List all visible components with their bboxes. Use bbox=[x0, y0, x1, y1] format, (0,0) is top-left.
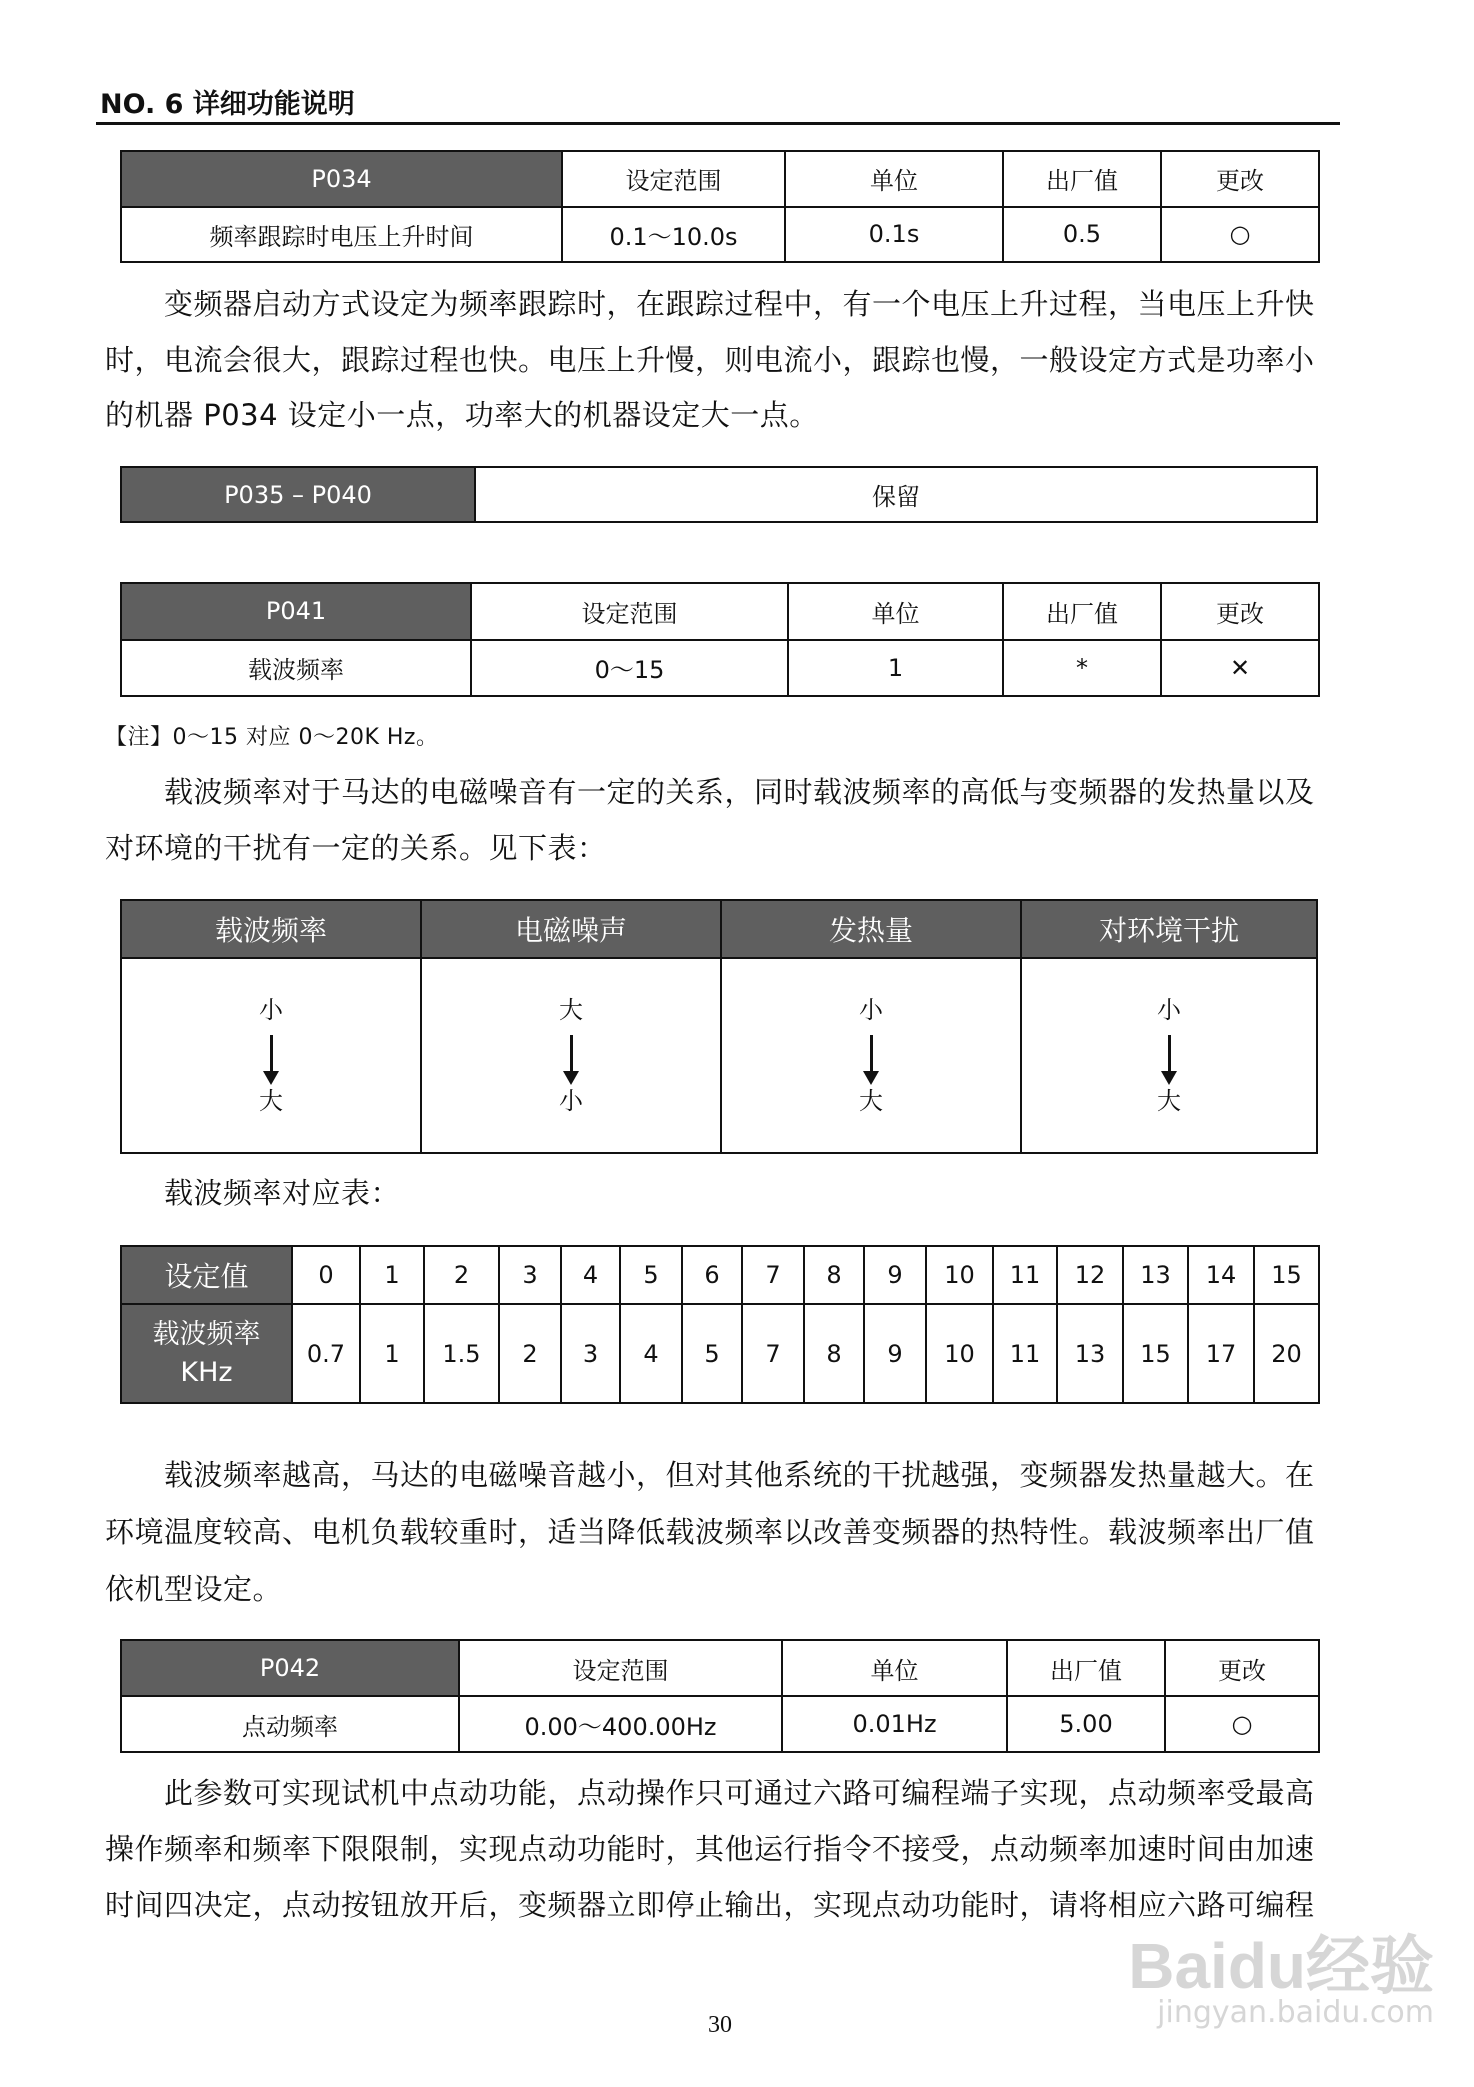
trend-cell bbox=[121, 958, 421, 1153]
frequency-value: 0.7 bbox=[292, 1304, 360, 1403]
param-unit: 0.1s bbox=[785, 207, 1003, 263]
col-header: 载波频率 bbox=[121, 900, 421, 958]
header-range: 设定范围 bbox=[459, 1640, 782, 1696]
trend-start: 小 bbox=[259, 995, 283, 1024]
arrow-down-icon bbox=[870, 1035, 873, 1077]
paragraph-line: 的机器 P034 设定小一点，功率大的机器设定大一点。 bbox=[105, 398, 819, 432]
arrow-down-icon bbox=[1168, 1035, 1171, 1077]
setting-value: 9 bbox=[864, 1246, 926, 1304]
header-divider bbox=[96, 122, 1340, 125]
paragraph-line: 时间四决定，点动按钮放开后，变频器立即停止输出，实现点动功能时，请将相应六路可编程 bbox=[105, 1888, 1315, 1922]
frequency-value: 13 bbox=[1057, 1304, 1123, 1403]
param-reserved: 保留 bbox=[475, 467, 1317, 522]
paragraph-line: 载波频率越高，马达的电磁噪音越小，但对其他系统的干扰越强，变频器发热量越大。在 bbox=[164, 1458, 1315, 1492]
param-unit: 0.01Hz bbox=[782, 1696, 1007, 1752]
setting-value: 8 bbox=[804, 1246, 864, 1304]
param-table-p041 bbox=[120, 582, 1320, 697]
frequency-value: 1 bbox=[360, 1304, 424, 1403]
trend-start: 大 bbox=[559, 995, 583, 1024]
paragraph-line: 载波频率对于马达的电磁噪音有一定的关系，同时载波频率的高低与变频器的发热量以及 bbox=[164, 775, 1315, 809]
paragraph-line: 此参数可实现试机中点动功能，点动操作只可通过六路可编程端子实现，点动频率受最高 bbox=[164, 1776, 1315, 1810]
setting-value: 6 bbox=[682, 1246, 742, 1304]
paragraph-line: 操作频率和频率下限限制，实现点动功能时，其他运行指令不接受，点动频率加速时间由加速 bbox=[105, 1832, 1315, 1866]
setting-value: 4 bbox=[561, 1246, 620, 1304]
param-change: ○ bbox=[1161, 207, 1319, 263]
header-unit: 单位 bbox=[782, 1640, 1007, 1696]
setting-value: 1 bbox=[360, 1246, 424, 1304]
paragraph-line: 对环境的干扰有一定的关系。见下表： bbox=[105, 831, 607, 865]
header-default: 出厂值 bbox=[1003, 583, 1161, 640]
param-table-p034 bbox=[120, 150, 1320, 263]
frequency-value: 3 bbox=[561, 1304, 620, 1403]
frequency-value: 20 bbox=[1254, 1304, 1319, 1403]
carrier-effect-table bbox=[120, 899, 1318, 1154]
trend-cell bbox=[721, 958, 1021, 1153]
header-unit: 单位 bbox=[785, 151, 1003, 207]
row-label-unit: KHz bbox=[180, 1356, 233, 1388]
frequency-value: 2 bbox=[499, 1304, 561, 1403]
setting-value: 0 bbox=[292, 1246, 360, 1304]
header-range: 设定范围 bbox=[562, 151, 785, 207]
frequency-value: 4 bbox=[620, 1304, 682, 1403]
trend-end: 大 bbox=[1157, 1086, 1181, 1115]
row-label-text: 载波频率 bbox=[152, 1318, 261, 1350]
param-code: P035 – P040 bbox=[121, 467, 475, 522]
paragraph-line: 时，电流会很大，跟踪过程也快。电压上升慢，则电流小，跟踪也慢，一般设定方式是功率小 bbox=[105, 343, 1315, 377]
param-name: 载波频率 bbox=[121, 640, 471, 697]
header-unit: 单位 bbox=[788, 583, 1003, 640]
section-header: NO. 6 详细功能说明 bbox=[100, 89, 355, 120]
trend-end: 小 bbox=[559, 1086, 583, 1115]
col-header: 对环境干扰 bbox=[1021, 900, 1317, 958]
param-range: 0～15 bbox=[471, 640, 788, 697]
note: 【注】0～15 对应 0～20K Hz。 bbox=[105, 725, 439, 750]
param-default: 0.5 bbox=[1003, 207, 1161, 263]
param-unit: 1 bbox=[788, 640, 1003, 697]
setting-value: 5 bbox=[620, 1246, 682, 1304]
header-default: 出厂值 bbox=[1003, 151, 1161, 207]
frequency-value: 8 bbox=[804, 1304, 864, 1403]
param-code: P034 bbox=[121, 151, 562, 207]
row-label bbox=[121, 1304, 292, 1403]
header-default: 出厂值 bbox=[1007, 1640, 1165, 1696]
paragraph-line: 环境温度较高、电机负载较重时，适当降低载波频率以改善变频器的热特性。载波频率出厂值 bbox=[105, 1515, 1315, 1549]
frequency-value: 17 bbox=[1188, 1304, 1254, 1403]
row-label: 设定值 bbox=[121, 1246, 292, 1304]
param-change: ✕ bbox=[1161, 640, 1319, 697]
frequency-value: 7 bbox=[742, 1304, 804, 1403]
param-range: 0.1～10.0s bbox=[562, 207, 785, 263]
param-default: 5.00 bbox=[1007, 1696, 1165, 1752]
param-code: P042 bbox=[121, 1640, 459, 1696]
frequency-value: 1.5 bbox=[424, 1304, 499, 1403]
setting-value: 12 bbox=[1057, 1246, 1123, 1304]
setting-value: 10 bbox=[926, 1246, 993, 1304]
header-change: 更改 bbox=[1165, 1640, 1319, 1696]
page-number: 30 bbox=[708, 2012, 732, 2038]
param-code: P041 bbox=[121, 583, 471, 640]
setting-value: 7 bbox=[742, 1246, 804, 1304]
watermark-url: jingyan.baidu.com bbox=[1157, 1995, 1434, 2030]
setting-value: 15 bbox=[1254, 1246, 1319, 1304]
frequency-value: 5 bbox=[682, 1304, 742, 1403]
header-change: 更改 bbox=[1161, 151, 1319, 207]
col-header: 电磁噪声 bbox=[421, 900, 721, 958]
frequency-value: 15 bbox=[1123, 1304, 1188, 1403]
param-name: 频率跟踪时电压上升时间 bbox=[121, 207, 562, 263]
paragraph-line: 变频器启动方式设定为频率跟踪时，在跟踪过程中，有一个电压上升过程，当电压上升快 bbox=[164, 287, 1315, 321]
trend-end: 大 bbox=[259, 1086, 283, 1115]
header-change: 更改 bbox=[1161, 583, 1319, 640]
trend-end: 大 bbox=[859, 1086, 883, 1115]
header-range: 设定范围 bbox=[471, 583, 788, 640]
arrow-down-icon bbox=[570, 1035, 573, 1077]
setting-value: 13 bbox=[1123, 1246, 1188, 1304]
frequency-value: 9 bbox=[864, 1304, 926, 1403]
frequency-value: 11 bbox=[993, 1304, 1057, 1403]
table-caption: 载波频率对应表： bbox=[164, 1176, 401, 1210]
param-default: * bbox=[1003, 640, 1161, 697]
paragraph-line: 依机型设定。 bbox=[105, 1572, 283, 1606]
setting-value: 3 bbox=[499, 1246, 561, 1304]
trend-cell bbox=[1021, 958, 1317, 1153]
setting-value: 14 bbox=[1188, 1246, 1254, 1304]
trend-cell bbox=[421, 958, 721, 1153]
param-table-p042 bbox=[120, 1639, 1320, 1753]
trend-start: 小 bbox=[859, 995, 883, 1024]
param-change: ○ bbox=[1165, 1696, 1319, 1752]
arrow-down-icon bbox=[270, 1035, 273, 1077]
setting-value: 11 bbox=[993, 1246, 1057, 1304]
trend-start: 小 bbox=[1157, 995, 1181, 1024]
watermark-logo: Baidu经验 bbox=[1128, 1930, 1434, 2002]
param-name: 点动频率 bbox=[121, 1696, 459, 1752]
setting-value: 2 bbox=[424, 1246, 499, 1304]
frequency-value: 10 bbox=[926, 1304, 993, 1403]
param-range: 0.00～400.00Hz bbox=[459, 1696, 782, 1752]
param-table-p035-p040 bbox=[120, 466, 1318, 523]
col-header: 发热量 bbox=[721, 900, 1021, 958]
carrier-frequency-table bbox=[120, 1245, 1320, 1404]
